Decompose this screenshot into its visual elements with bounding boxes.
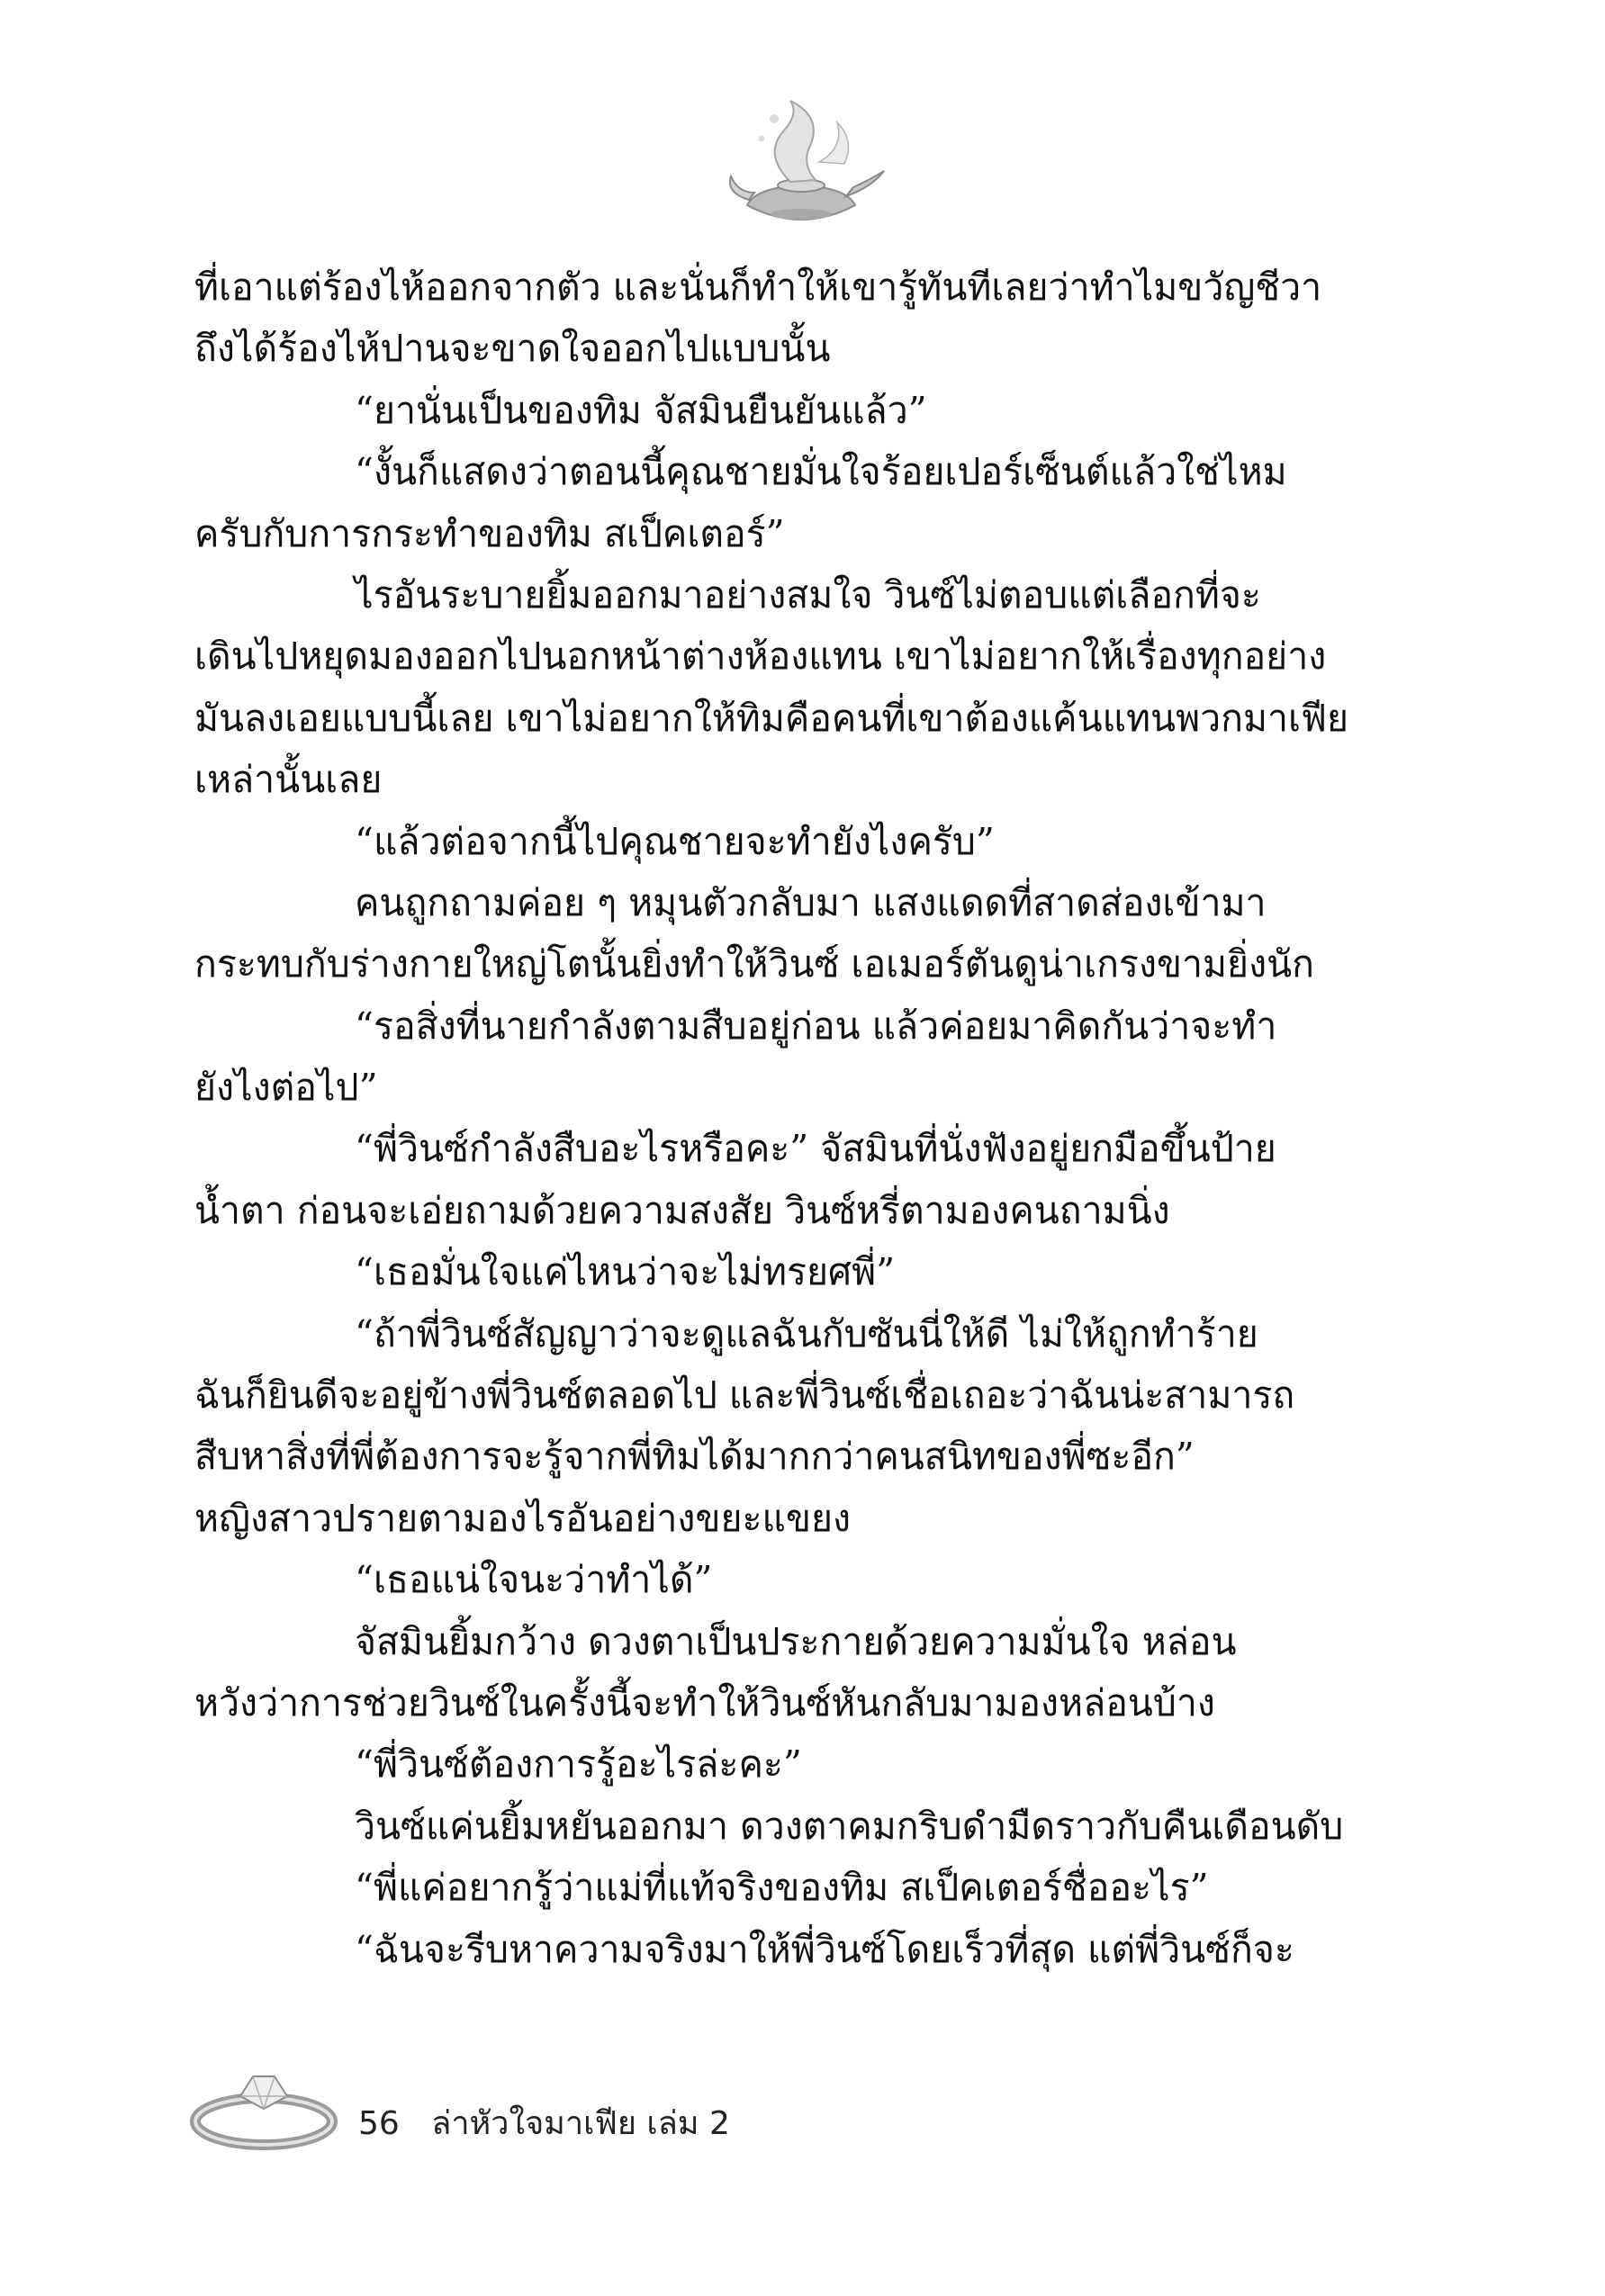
text-line: ไรอันระบายยิ้มออกมาอย่างสมใจ วินซ์ไม่ตอบแต่เลือกที่จะ xyxy=(355,572,1261,617)
text-line: ถึงได้ร้องไห้ปานจะขาดใจออกไปแบบนั้น xyxy=(194,327,831,371)
page-number: 56 xyxy=(358,2105,400,2142)
text-line: “พี่วินซ์กำลังสืบอะไรหรือคะ” จัสมินที่นั่งฟังอยู่ยกมือขึ้นป้าย xyxy=(355,1127,1276,1171)
text-line: “รอสิ่งที่นายกำลังตามสืบอยู่ก่อน แล้วค่อยมาคิดกันว่าจะทำ xyxy=(355,1004,1277,1048)
book-title: ล่าหัวใจมาเฟีย เล่ม 2 xyxy=(431,2105,730,2142)
text-line: “เธอมั่นใจแค่ไหนว่าจะไม่ทรยศพี่” xyxy=(355,1250,896,1294)
text-line: “พี่แค่อยากรู้ว่าแม่ที่แท้จริงของทิม สเป็คเตอร์ชื่ออะไร” xyxy=(355,1866,1209,1910)
text-line: “งั้นก็แสดงว่าตอนนี้คุณชายมั่นใจร้อยเปอร์เซ็นต์แล้วใช่ไหม xyxy=(355,450,1287,494)
text-line: ที่เอาแต่ร้องไห้ออกจากตัว และนั่นก็ทำให้เขารู้ทันทีเลยว่าทำไมขวัญชีวา xyxy=(194,266,1322,309)
text-line: หญิงสาวปรายตามองไรอันอย่างขยะแขยง xyxy=(194,1496,852,1540)
text-line: สืบหาสิ่งที่พี่ต้องการจะรู้จากพี่ทิมได้มากกว่าคนสนิทของพี่ซะอีก” xyxy=(194,1435,1195,1479)
text-line: เหล่านั้นเลย xyxy=(194,758,383,802)
text-line: เดินไปหยุดมองออกไปนอกหน้าต่างห้องแทน เขาไม่อยากให้เรื่องทุกอย่าง xyxy=(194,635,1327,679)
text-line: ฉันก็ยินดีจะอยู่ข้างพี่วินซ์ตลอดไป และพี่วินซ์เชื่อเถอะว่าฉันน่ะสามารถ xyxy=(194,1373,1295,1418)
text-line: “ฉันจะรีบหาความจริงมาให้พี่วินซ์โดยเร็วที่สุด แต่พี่วินซ์ก็จะ xyxy=(355,1927,1294,1971)
text-line: ยังไงต่อไป” xyxy=(194,1066,378,1110)
text-line: หวังว่าการช่วยวินซ์ในครั้งนี้จะทำให้วินซ์หันกลับมามองหล่อนบ้าง xyxy=(194,1680,1215,1724)
text-line: น้ำตา ก่อนจะเอ่ยถามด้วยความสงสัย วินซ์หรี่ตามองคนถามนิ่ง xyxy=(194,1188,1170,1232)
text-line: วินซ์แค่นยิ้มหยันออกมา ดวงตาคมกริบดำมืดราวกับคืนเดือนดับ xyxy=(355,1804,1344,1848)
text-line: ครับกับการกระทำของทิม สเป็คเตอร์” xyxy=(194,511,785,555)
body-text xyxy=(194,257,1410,1980)
text-line: “ยานั่นเป็นของทิม จัสมินยืนยันแล้ว” xyxy=(355,388,927,432)
text-line: กระทบกับร่างกายใหญ่โตนั้นยิ่งทำให้วินซ์ เอเมอร์ตันดูน่าเกรงขามยิ่งนัก xyxy=(194,942,1314,986)
page-footer xyxy=(358,2097,730,2148)
text-line: “ถ้าพี่วินซ์สัญญาว่าจะดูแลฉันกับซันนี่ให้ดี ไม่ให้ถูกทำร้าย xyxy=(355,1311,1258,1355)
text-line: คนถูกถามค่อย ๆ หมุนตัวกลับมา แสงแดดที่สาดส่องเข้ามา xyxy=(355,880,1267,924)
diamond-ring-icon xyxy=(185,2057,342,2156)
text-line: “แล้วต่อจากนี้ไปคุณชายจะทำยังไงครับ” xyxy=(355,819,995,863)
magic-lamp-icon xyxy=(711,99,891,234)
text-line: “เธอแน่ใจนะว่าทำได้” xyxy=(355,1558,713,1602)
text-line: มันลงเอยแบบนี้เลย เขาไม่อยากให้ทิมคือคนที่เขาต้องแค้นแทนพวกมาเฟีย xyxy=(194,696,1349,740)
text-line: จัสมินยิ้มกว้าง ดวงตาเป็นประกายด้วยความมั่นใจ หล่อน xyxy=(355,1619,1237,1663)
text-line: “พี่วินซ์ต้องการรู้อะไรล่ะคะ” xyxy=(355,1742,802,1787)
